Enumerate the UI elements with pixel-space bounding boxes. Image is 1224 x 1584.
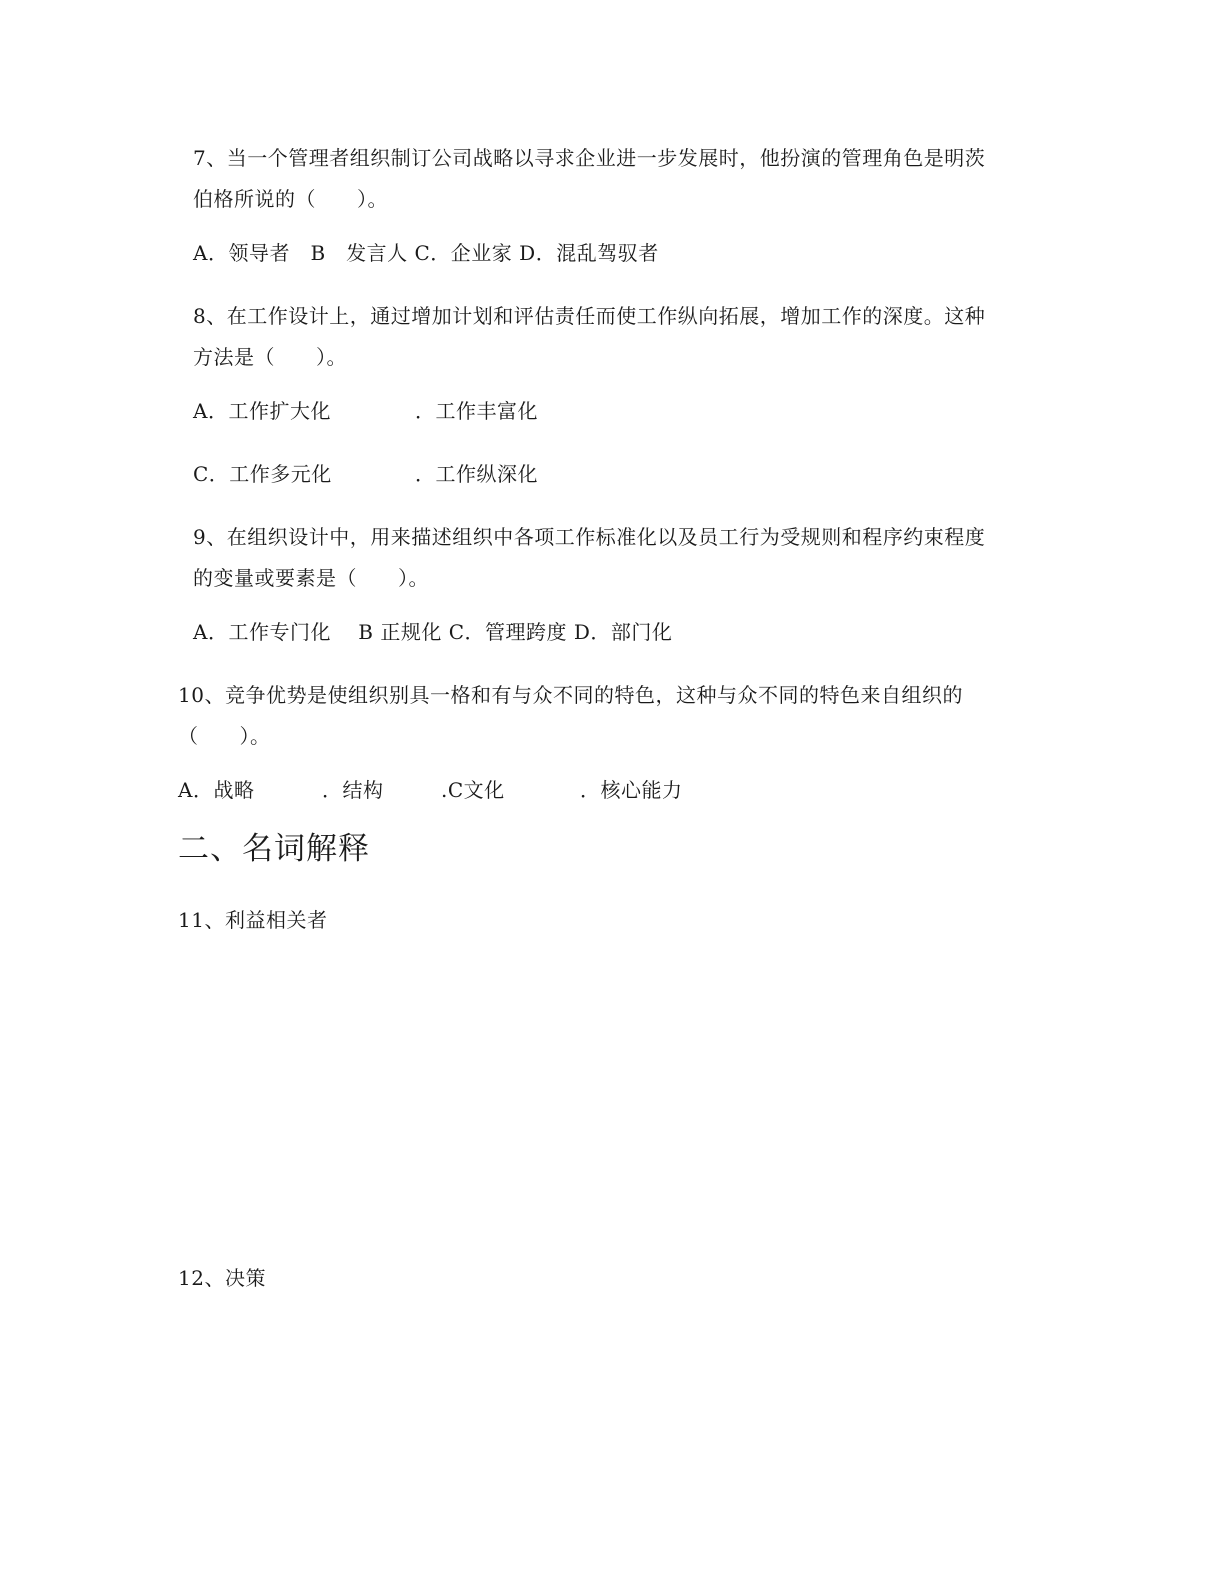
- question-10-option-d: ．核心能力: [580, 778, 683, 802]
- question-9-options: A．工作专门化 B 正规化 C．管理跨度 D．部门化: [193, 620, 673, 644]
- question-8-line-2: 方法是（ ）。: [193, 345, 347, 369]
- question-8-option-a: A．工作扩大化: [193, 399, 331, 423]
- question-8-line-1: 8、在工作设计上，通过增加计划和评估责任而使工作纵向拓展，增加工作的深度。这种: [193, 304, 986, 328]
- question-10-option-c: .C文化: [441, 778, 505, 802]
- question-10-line-1: 10、竞争优势是使组织别具一格和有与众不同的特色，这种与众不同的特色来自组织的: [178, 683, 963, 707]
- question-8-option-b: ．工作丰富化: [415, 399, 538, 423]
- question-8-option-d: ．工作纵深化: [415, 462, 538, 486]
- question-10-option-a: A．战略: [178, 778, 255, 802]
- question-12: 12、决策: [178, 1266, 266, 1290]
- question-10-line-2: （ ）。: [178, 724, 271, 748]
- question-11: 11、利益相关者: [178, 908, 328, 932]
- section-heading: 二、名词解释: [178, 831, 370, 867]
- question-8-option-c: C．工作多元化: [193, 462, 332, 486]
- question-7-line-2: 伯格所说的（ ）。: [193, 187, 388, 211]
- question-10-option-b: ．结构: [322, 778, 384, 802]
- question-9-line-1: 9、在组织设计中，用来描述组织中各项工作标准化以及员工行为受规则和程序约束程度: [193, 525, 986, 549]
- question-9-line-2: 的变量或要素是（ ）。: [193, 566, 429, 590]
- question-7-options: A．领导者 B 发言人 C．企业家 D．混乱驾驭者: [193, 241, 659, 265]
- question-7-line-1: 7、当一个管理者组织制订公司战略以寻求企业进一步发展时，他扮演的管理角色是明茨: [193, 146, 986, 170]
